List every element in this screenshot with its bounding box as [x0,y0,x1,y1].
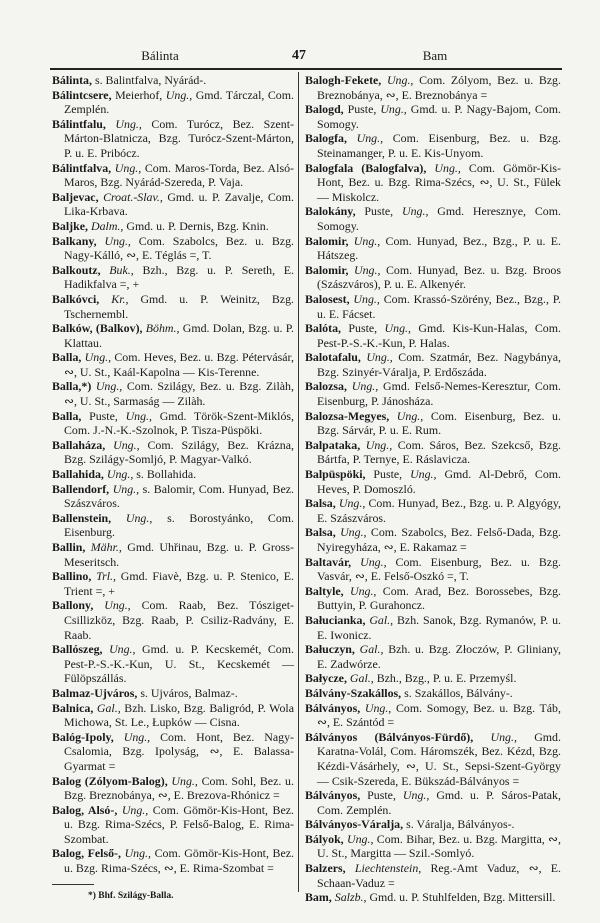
entry-details: Com. Hont, Bez. Nagy-Csalomia, Bzg. Ipolyság, ∾, E. Balassa-Gyarmat = [64,729,294,773]
gazetteer-entry [305,817,561,832]
entry-details: Gmd. u. P. Zavalje, Com. Lika-Krbava. [64,189,294,219]
gazetteer-entry [305,730,561,788]
gazetteer-entry [52,846,294,875]
entry-region: Ung., [386,73,414,87]
gazetteer-entry [305,701,561,730]
entry-region: Croat.-Slav., [103,189,163,204]
right-column [305,73,561,905]
gazetteer-entry [52,774,294,803]
entry-headword: Ballószeg, [52,642,103,657]
entry-headword: Bałuczyn, [305,642,355,657]
entry-prefix: Puste, [348,321,378,336]
entry-details: Com. Maros-Torda, Bez. Alsó-Maros, Bzg. Nyárád-Szereda, P. Vaja. [64,160,294,190]
entry-prefix: Puste, [347,102,377,117]
entry-details: Com. Zólyom, Bez. u. Bzg. Breznobánya, ∾, E. Breznobánya = [317,73,561,102]
entry-details: Gmd. Fiavè, Bzg. u. P. Stenico, E. Trient =, + [64,569,294,598]
entry-headword: Ballenstein, [52,510,112,525]
entry-headword: Balozsa-Megyes, [305,408,390,423]
entry-details: Com. Eisenburg, Bez. u. Bzg. Sárvár, P. u. E. Rum. [317,408,561,438]
gazetteer-entry [305,409,561,438]
entry-headword: Bálintcsere, [52,87,112,102]
entry-region: Ung., [121,802,149,817]
gazetteer-entry [305,584,561,613]
entry-details: Com. Sáros, Bez. Szekcső, Bzg. Bártfa, P. Ternye, E. Ráslavicza. [317,437,561,467]
gazetteer-entry [305,438,561,467]
entry-headword: Balków, (Balkov), [52,321,143,336]
entry-region: Kr., [111,291,129,306]
entry-headword: Bálványos-Váralja, [305,817,404,832]
column-divider [298,72,299,892]
gazetteer-entry [52,219,294,234]
entry-region: Ung., [396,408,424,423]
entry-region: Ung., [115,116,142,131]
entry-details: Com. Szatmár, Bez. Nagybánya, Bzg. Szinyér-Váralja, P. Erdőszáda. [317,350,561,379]
entry-headword: Balotafalu, [305,350,361,365]
entry-details: Reg.-Amt Vaduz, ∾, E. Schaan-Vaduz = [317,861,561,890]
entry-headword: Balla, [52,408,82,423]
entry-details: Com. Gömör-Kis-Hont, Bez. u. Bzg. Rima-Szécs, ∾, U. St., Fülek — Miskolcz. [317,160,561,204]
gazetteer-entry [52,234,294,263]
entry-details: Com. Szilágy, Bez. Krázna, Bzg. Szilágy-Somljó, P. Magyar-Valkó. [64,437,294,467]
entry-region: Ung., [171,773,198,788]
entry-details: Gmd. Heresznye, Com. Somogy. [317,204,561,233]
entry-headword: Bálintfalu, [52,116,106,131]
gazetteer-entry [52,686,294,701]
entry-headword: Ballino, [52,569,92,584]
entry-headword: Bálvány-Szakállos, [305,685,402,700]
running-head-left: Bálinta [141,48,179,63]
gazetteer-entry [52,379,294,408]
gazetteer-entry [305,525,561,554]
entry-headword: Balogfala (Balogfalva), [305,160,427,175]
entry-headword: Balsa, [305,496,336,511]
gazetteer-entry [305,102,561,131]
gazetteer-entry [305,73,561,102]
entry-headword: Balog, Alsó-, [52,802,118,817]
entry-details: s. Borostyánko, Com. Eisenburg. [64,510,294,540]
gazetteer-entry [305,671,561,686]
entry-headword: Balog, Felső-, [52,846,121,861]
gazetteer-entry [52,598,294,642]
gazetteer-entry [52,540,294,569]
entry-region: Ung., [360,554,387,569]
entry-headword: Bam, [305,890,332,905]
entry-headword: Ballony, [52,598,94,613]
gazetteer-entry [52,642,294,686]
gazetteer-entry [52,190,294,219]
entry-headword: Balpataka, [305,437,361,452]
entry-details: Gmd. Felső-Nemes-Keresztur, Com. Eisenburg, P. Jánosháza. [317,379,561,409]
entry-headword: Balóta, [305,321,342,336]
gazetteer-entry [52,701,294,730]
entry-region: Ung., [104,233,131,248]
running-head-right: Bam [422,48,448,63]
entry-details: Gmd. Kis-Kun-Halas, Com. Pest-P.-S.-K.-Kun, P. Halas. [317,321,561,350]
entry-region: Ung., [349,583,377,598]
entry-headword: Baltyle, [305,583,344,598]
entry-headword: Balogfa, [305,131,347,146]
entry-region: Ung., [356,131,384,146]
entry-region: Ung., [95,379,123,394]
entry-details: Com. Raab, Bez. Tósziget-Csillizköz, Bzg. Raab, P. Csiliz-Radvány, E. Raab. [64,598,294,642]
gazetteer-entry [305,379,561,408]
entry-region: Ung., [410,467,437,482]
entry-details: Gmd. Tárczal, Com. Zemplén. [64,87,294,117]
gazetteer-entry [52,730,294,774]
entry-headword: Bálványos (Bálványos-Fürdő), [305,729,474,744]
gazetteer-entry [52,88,294,117]
entry-headword: Bálintfalva, [52,160,112,175]
gazetteer-entry [305,350,561,379]
entry-headword: Bálványos, [305,700,361,715]
entry-region: Ung., [112,481,140,496]
gazetteer-entry [305,292,561,321]
entry-headword: Balokány, [305,204,356,219]
entry-headword: Balozsa, [305,379,347,394]
entry-region: Salzb., [334,890,367,905]
entry-headword: Balosest, [305,291,350,306]
gazetteer-entry [52,161,294,190]
entry-region: Ung., [104,598,131,613]
entry-prefix: s. Ujváros, Balmaz-. [140,685,238,700]
entry-details: Com. Hunyad, Bez. u. Bzg. Broos (Szászváros), P. u. E. Alkenyér. [317,262,561,292]
entry-details: Com. Hunyad, Bez., Bzg., P. u. E. Hátszeg. [317,233,561,263]
entry-details: Com. Bihar, Bez. u. Bzg. Margitta, ∾, U. St., Margitta — Szil.-Somlyó. [317,831,561,861]
page-number: 47 [292,48,306,63]
gazetteer-entry [305,496,561,525]
entry-region: Ung., [353,233,381,248]
entry-headword: Baltavár, [305,554,352,569]
entry-details: Com. Gömör-Kis-Hont, Bez. u. Bzg. Rima-Szécs, P. Felső-Balog, E. Rima-Szombat. [64,802,294,846]
gazetteer-entry [52,292,294,321]
entry-headword: Balla,*) [52,379,92,394]
gazetteer-entry [305,686,561,701]
entry-region: Ung., [384,321,411,336]
gazetteer-entry [305,890,561,905]
entry-details: Com. Eisenburg, Bez. u. Bzg. Vasvár, ∾, E. Felső-Oszkó =, T. [317,554,561,584]
entry-headword: Bályok, [305,831,344,846]
entry-region: Ung., [402,788,430,803]
entry-region: Buk., [109,262,134,277]
gazetteer-entry [52,73,294,88]
footnote-block [52,884,294,902]
entry-headword: Balzers, [305,861,346,876]
entry-details: Bzh., Bzg., P. u. E. Przemyśl. [376,671,517,686]
entry-region: Ung., [351,379,379,394]
gazetteer-entry [305,613,561,642]
entry-prefix: Puste, [373,467,403,482]
entry-region: Ung., [490,729,517,744]
gazetteer-entry [52,263,294,292]
entry-headword: Ballin, [52,540,86,554]
right-entries [305,73,561,905]
entry-details: Gmd. Uhřinau, Bzg. u. P. Gross-Meseritsch. [64,540,294,569]
entry-region: Ung., [114,160,142,175]
entry-region: Ung., [338,496,366,511]
header-rule [50,68,562,70]
entry-details: Gmd. u. P. Stuhlfelden, Bzg. Mittersill. [369,890,556,905]
entry-headword: Balomir, [305,262,349,277]
entry-details: Com. Szabolcs, Bez. u. Bzg. Nagy-Kálló, ∾, E. Téglás =, T. [64,233,295,263]
entry-region: Ung., [84,350,112,365]
entry-details: Com. Sohl, Bez. u. Bzg. Breznobánya, ∾, E. Brezova-Rhónicz = [64,773,294,803]
entry-region: Ung., [353,291,380,306]
entry-details: Com. Szilágy, Bez. u. Bzg. Zilàh, ∾, U. St., Sarmaság — Zilàh. [64,379,294,409]
entry-prefix: s. Váralja, Bálványos-. [406,817,515,832]
entry-region: Ung., [165,87,193,102]
entry-details: Bzh., Bzg. u. P. Sereth, E. Hadikfalva =, + [64,262,294,292]
entry-headword: Bałucianka, [305,612,366,627]
entry-headword: Balog (Zólyom-Balog), [52,773,168,788]
entry-details: Com. Somogy, Bez. u. Bzg. Táb, ∾, E. Szántód = [317,700,561,730]
entry-region: Trl., [96,569,116,584]
entry-region: Ung., [106,467,134,482]
entry-region: Ung., [354,262,381,277]
entry-region: Ung., [434,160,461,175]
gazetteer-entry [52,482,294,511]
entry-headword: Balogh-Fekete, [305,73,382,87]
gazetteer-entry [305,642,561,671]
gazetteer-entry [52,321,294,350]
entry-details: Com. Gömör-Kis-Hont, Bez. u. Bzg. Rima-Szécs, ∾, E. Rima-Szombat = [64,846,294,876]
entry-region: Ung., [113,437,140,452]
entry-details: Bzh. u. Bzg. Złoczów, P. Gliniany, E. Zadwórze. [317,642,561,671]
entry-region: Ung., [125,408,152,423]
entry-prefix: Meierhof, [115,87,163,102]
gazetteer-entry [305,467,561,496]
entry-details: Com. Heves, Bez. u. Bzg. Pétervásár, ∾, U. St., Kaál-Kapolna — Kis-Terenne. [64,350,294,379]
gazetteer-entry [305,204,561,233]
entry-headword: Balkany, [52,233,97,248]
entry-headword: Balkoutz, [52,262,101,277]
entry-region: Ung., [365,437,393,452]
entry-headword: Balpüspöki, [305,467,366,482]
entry-details: Com. Turócz, Bez. Szent-Márton-Blatnicza, Bzg. Turócz-Szent-Márton, P. u. E. Pribócz. [64,116,294,160]
entry-region: Ung., [340,525,367,540]
entry-details: Gmd. u. P. Nagy-Bajom, Com. Somogy. [317,102,561,131]
entry-details: Com. Eisenburg, Bez. u. Bzg. Steinamanger, P. u. E. Kis-Unyom. [317,131,561,160]
entry-prefix: s. Balintfalva, Nyárád-. [94,73,207,87]
entry-details: Gmd. u. P. Sáros-Patak, Com. Zemplén. [317,788,561,817]
entry-prefix: s. Szakállos, Bálvány-. [404,685,513,700]
entry-headword: Balkóvci, [52,291,100,306]
gazetteer-entry [305,234,561,263]
entry-details: Com. Krassó-Szörény, Bez., Bzg., P. u. E. Fácset. [317,291,561,321]
gazetteer-entry [305,832,561,861]
gazetteer-entry [305,131,561,160]
entry-region: Ung., [366,350,393,365]
gazetteer-entry [52,350,294,379]
entry-headword: Baljevac, [52,189,99,204]
entry-headword: Balla, [52,350,82,365]
gazetteer-entry [52,467,294,482]
entry-region: Gal., [96,700,121,715]
gazetteer-entry [52,409,294,438]
entry-details: Gmd. u. P. Kecskemét, Com. Pest-P.-S.-K.-Kun, U. St., Kecskemét — Fülöpszállás. [64,642,294,686]
entry-region: Gal., [349,671,374,686]
entry-region: Ung., [347,831,374,846]
entry-headword: Balóg-Ipoly, [52,729,114,744]
entry-details: Com. Hunyad, Bez., Bzg. u. P. Algyógy, E. Szászváros. [317,496,561,525]
gazetteer-entry [52,803,294,847]
entry-headword: Ballaháza, [52,437,106,452]
entry-region: Ung., [402,204,429,219]
entry-region: Ung., [364,700,392,715]
entry-headword: Baljke, [52,218,89,233]
entry-headword: Balogd, [305,102,344,117]
entry-headword: Balsa, [305,525,336,540]
entry-details: Gmd. u. P. Weinitz, Bzg. Tschernembl. [64,291,294,321]
footnote-rule [52,884,94,885]
gazetteer-entry [305,788,561,817]
left-entries [52,73,294,876]
entry-region: Gal., [369,612,394,627]
entry-headword: Balomir, [305,233,349,248]
entry-details: s. Bollahida. [136,467,197,482]
entry-region: Böhm., [145,321,180,336]
entry-details: Gmd. Dolan, Bzg. u. P. Klattau. [64,321,294,350]
entry-details: Gmd. u. P. Dernis, Bzg. Knin. [126,218,269,233]
gazetteer-entry [52,117,294,161]
entry-details: Gmd. Török-Szent-Miklós, Com. J.-N.-K.-Szolnok, P. Tisza-Püspöki. [64,408,294,438]
entry-details: Bzh. Lisko, Bzg. Baligród, P. Wola Michowa, St. Le., Łupków — Cisna. [64,700,294,730]
entry-region: Gal., [359,642,384,657]
entry-headword: Ballendorf, [52,481,110,496]
entry-region: Ung., [109,642,136,657]
gazetteer-entry [305,555,561,584]
entry-headword: Balmaz-Ujváros, [52,685,138,700]
entry-region: Dalm., [91,218,124,233]
footnote: *) Bhf. Szilágy-Balla. [88,890,174,901]
left-column [52,73,294,902]
entry-region: Mähr., [90,540,122,554]
entry-region: Ung., [123,729,151,744]
gazetteer-entry [52,438,294,467]
gazetteer-entry [305,263,561,292]
entry-details: Com. Szabolcs, Bez. Felső-Dada, Bzg. Nyiregyháza, ∾, E. Rakamaz = [317,525,561,554]
gazetteer-entry [52,511,294,540]
entry-details: s. Balomir, Com. Hunyad, Bez. Szászváros. [64,481,294,511]
entry-details: Bzh. Sanok, Bzg. Rymanów, P. u. E. Iwonicz. [317,612,561,642]
entry-prefix: Puste, [364,204,394,219]
entry-prefix: Puste, [367,788,396,803]
entry-details: Gmd. Al-Debrő, Com. Heves, P. Domoszló. [317,467,561,496]
entry-region: Liechtenstein, [354,861,422,876]
entry-headword: Ballahida, [52,467,104,482]
entry-details: Gmd. Karatna-Volál, Com. Háromszék, Bez. Kézd, Bzg. Kézdi-Vásárhely, ∾, U. St., Sepsi-Szent-György — Csik-Szereda, E. Bükszád-Bálványos = [317,729,561,788]
entry-details: Com. Arad, Bez. Borossebes, Bzg. Buttyin, P. Gurahoncz. [317,583,561,613]
entry-headword: Bálinta, [52,73,92,87]
entry-prefix: Puste, [89,408,118,423]
gazetteer-entry [52,569,294,598]
entry-region: Ung., [124,846,152,861]
entry-region: Ung., [380,102,407,117]
gazetteer-entry [305,861,561,890]
gazetteer-entry [305,321,561,350]
entry-region: Ung., [125,510,153,525]
entry-headword: Balnica, [52,700,94,715]
entry-headword: Bałycze, [305,671,347,686]
gazetteer-entry [305,161,561,205]
entry-headword: Bálványos, [305,788,361,803]
